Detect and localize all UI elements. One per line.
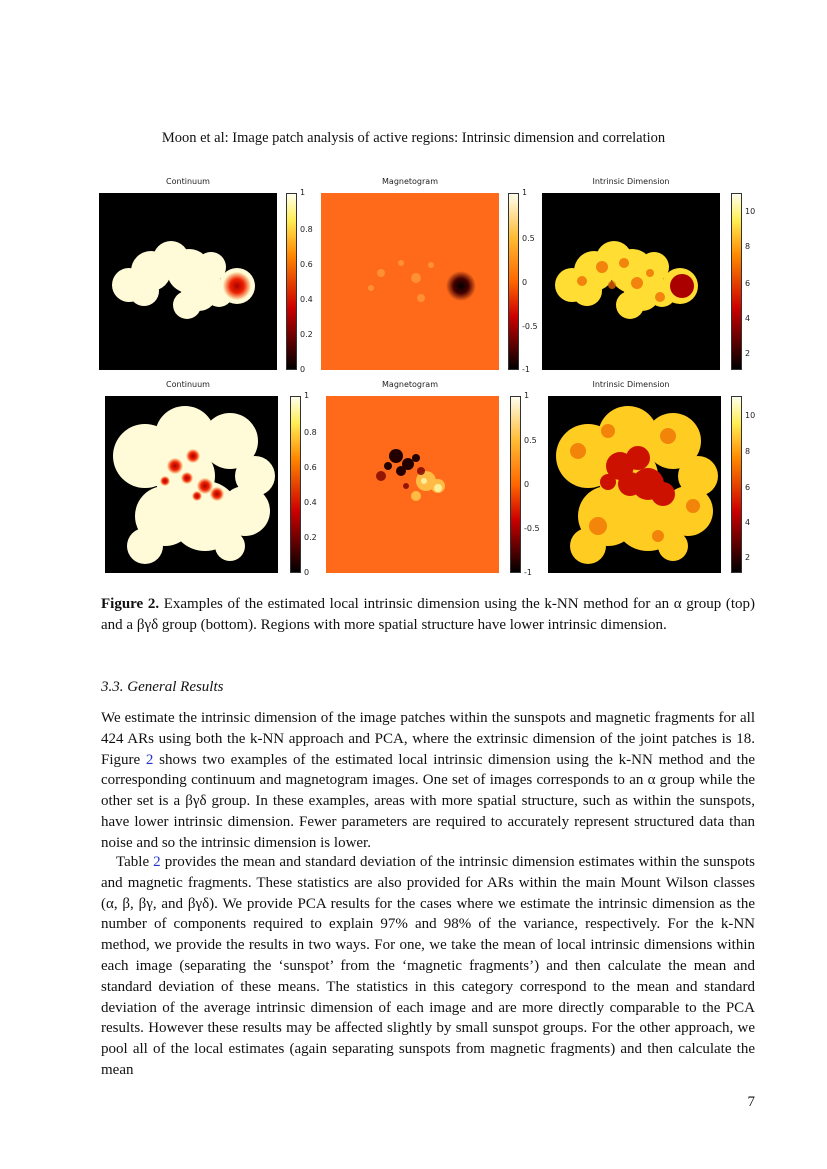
tick: 0.2 [300,330,313,339]
tick: 0 [300,365,306,374]
colorbar-magnetogram-top [508,193,519,370]
caption-label: Figure 2. [101,596,160,612]
intrinsic-image-bottom [548,396,721,573]
panel-title-continuum-top: Continuum [166,177,210,186]
magnetogram-image-top [321,193,499,370]
tick: 0.2 [304,533,317,542]
panel-title-magnetogram-bottom: Magnetogram [382,380,438,389]
tick: 0.5 [522,234,535,243]
tick: 0.6 [300,260,313,269]
tick: 0.6 [304,463,317,472]
page-number: 7 [747,1094,755,1110]
colorbar-continuum-top [286,193,297,370]
tick: 1 [300,188,306,197]
figure-caption [101,594,755,636]
tick: 0 [522,278,528,287]
paragraph-2 [101,852,755,1081]
figure-2 [95,172,765,584]
paragraph-1-text-b: shows two examples of the estimated local intrinsic dimension using the k-NN method and the corresponding continuum and magnetogram images. One set of images corresponds to an α group while the other set is a βγδ group. In these examples, areas with more spatial structure, such as within the sunspots, have lower intrinsic dimension. Fewer parameters are required to accurately represent structured data than noise and so the intrinsic dimension is lower. [101,751,755,851]
tick: 10 [745,411,756,420]
magnetogram-image-bottom [326,396,499,573]
tick: 10 [745,207,756,216]
panel-title-magnetogram-top: Magnetogram [382,177,438,186]
panel-title-intrinsic-top: Intrinsic Dimension [592,177,670,186]
tick: 1 [304,391,310,400]
tick: 1 [524,391,530,400]
continuum-image-bottom [105,396,278,573]
tick: 8 [745,447,751,456]
panel-title-continuum-bottom: Continuum [166,380,210,389]
intrinsic-image-top [542,193,720,370]
section-title: 3.3. General Results [101,679,224,695]
tick: 6 [745,483,751,492]
paragraph-2-text-a: Table [116,854,154,870]
tick: 0 [524,480,530,489]
paragraph-1 [101,708,755,854]
colorbar-intrinsic-bottom [731,396,742,573]
tick: 2 [745,553,751,562]
paragraph-2-text-b: provides the mean and standard deviation of the intrinsic dimension estimates within the sunspots and magnetic fragments. These statistics are also provided for ARs within the main Mount Wilson classes (α, β, βγ, and βγδ). We provide PCA results for the cases where we estimate the intrinsic dimension as the number of components required to explain 97% and 98% of the variance, respectively. For the k-NN method, we provide the results in two ways. For one, we take the mean of local intrinsic dimensions within each image (separating the ‘sunspot’ from the ‘magnetic fragments’) and then calculate the mean and standard deviation of these means. The statistics in this category correspond to the mean and standard deviation of the average intrinsic dimension of each image and are more directly comparable to the PCA results. However these results may be affected slightly by small sunspot groups. For the other approach, we pool all of the local estimates (again separating sunspots from magnetic fragments) and then calculate the mean [101,854,755,1078]
tick: 4 [745,314,751,323]
tick: 0.4 [304,498,317,507]
tick: 0.5 [524,436,537,445]
tick: 4 [745,518,751,527]
tick: 0.8 [304,428,317,437]
tick: 0.4 [300,295,313,304]
tick: -0.5 [524,524,540,533]
running-head: Moon et al: Image patch analysis of active regions: Intrinsic dimension and correlation [161,130,666,146]
colorbar-continuum-bottom [290,396,301,573]
tick: 8 [745,242,751,251]
colorbar-intrinsic-top [731,193,742,370]
tick: 2 [745,349,751,358]
tick: 1 [522,188,528,197]
tick: 0 [304,568,310,577]
tick: -1 [524,568,532,577]
tick: -0.5 [522,322,538,331]
paragraph-1-text-a: We estimate the intrinsic dimension of the image patches within the sunspots and magnetic fragments for all 424 ARs using both the k-NN approach and PCA, where the extrinsic dimension of the joint patches is 18. Figure [101,710,755,768]
table-2-link[interactable]: 2 [153,854,161,870]
figure-2-link[interactable]: 2 [145,751,154,768]
tick: -1 [522,365,530,374]
tick: 6 [745,279,751,288]
caption-text: Examples of the estimated local intrinsic dimension using the k-NN method for an α group (top) and a βγδ group (bottom). Regions with more spatial structure have lower intrinsic dimension. [101,596,755,633]
colorbar-magnetogram-bottom [510,396,521,573]
continuum-image-top [99,193,277,370]
tick: 0.8 [300,225,313,234]
panel-title-intrinsic-bottom: Intrinsic Dimension [592,380,670,389]
